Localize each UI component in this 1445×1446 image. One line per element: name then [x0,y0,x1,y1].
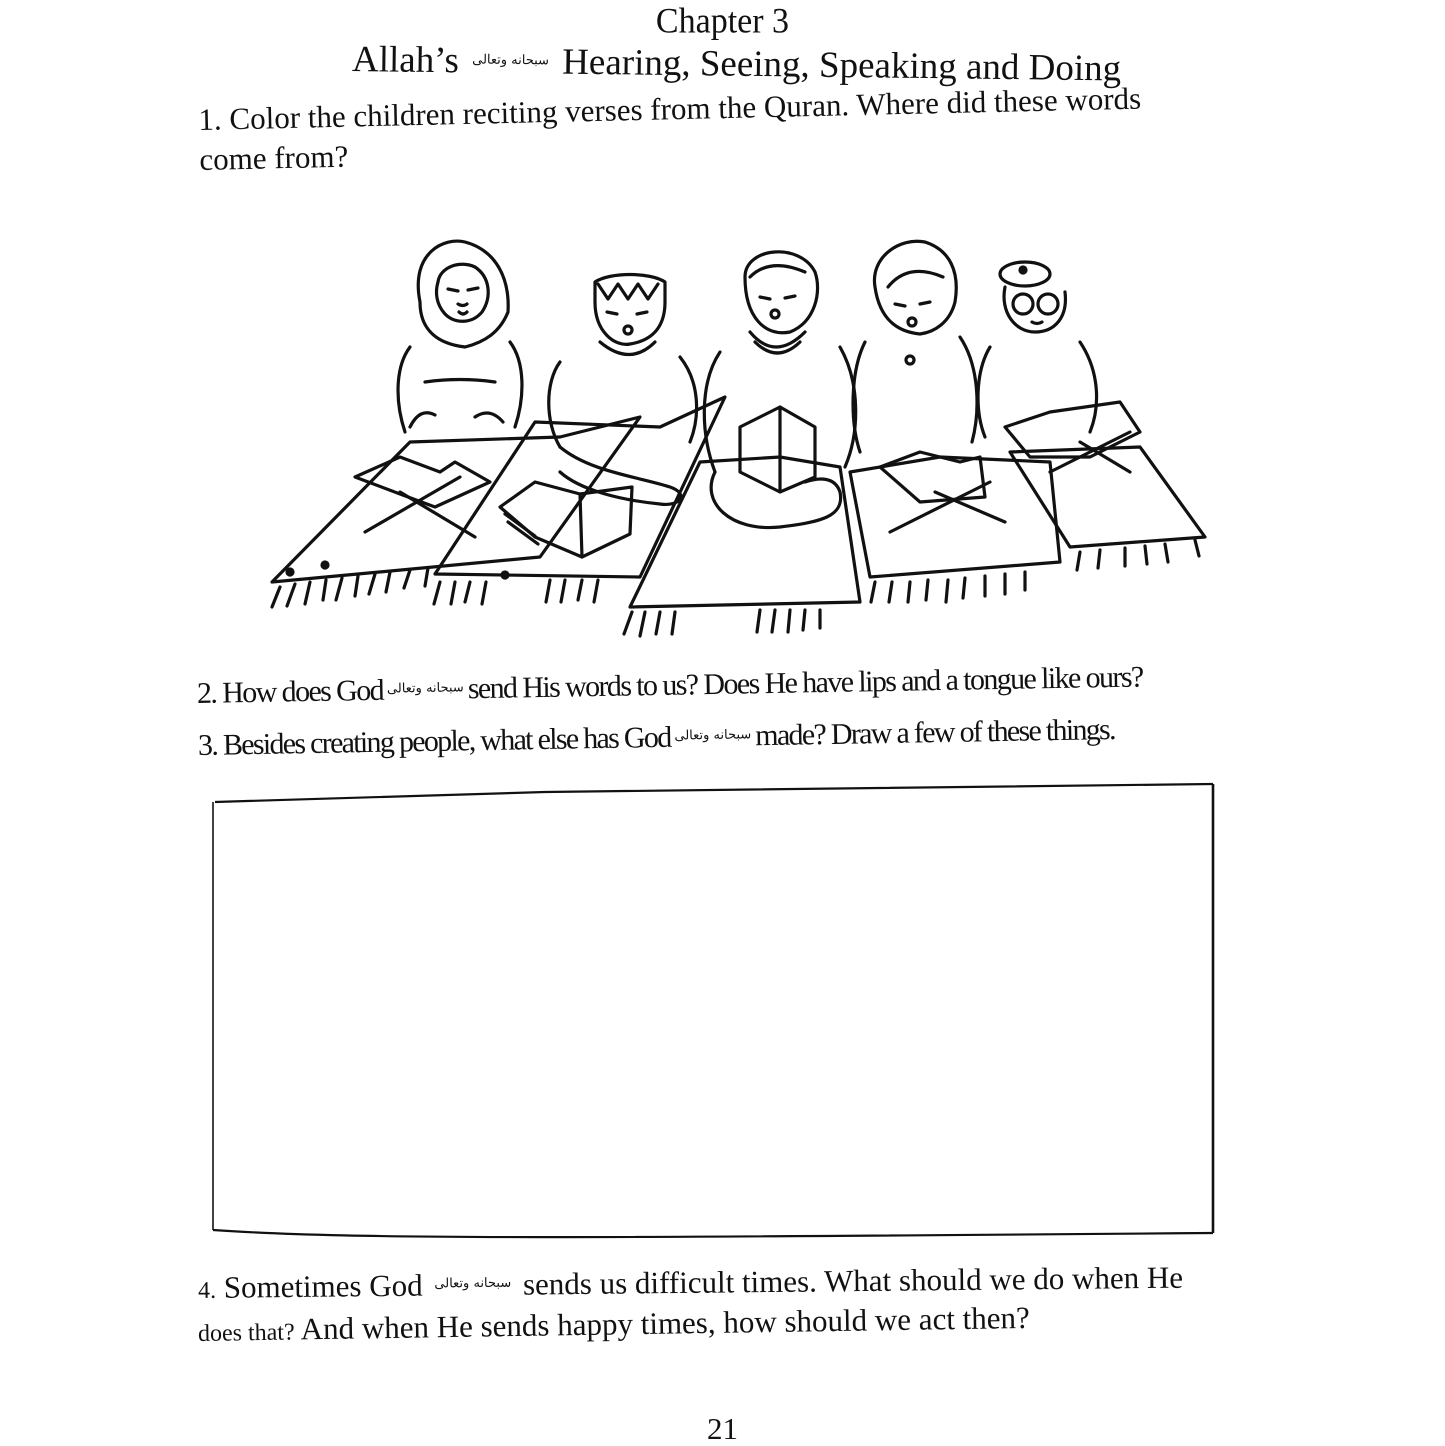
child-1-girl-hijab [398,241,522,432]
question-text-continued: made? Draw a few of these things. [754,712,1116,753]
question-2 [197,659,1143,711]
honorific-calligraphy-icon: سبحانه وتعالى [434,1276,512,1292]
honorific-calligraphy-icon: سبحانه وتعالى [674,726,752,744]
question-3 [198,712,1115,764]
question-text-continued: send His words to us? Does He have lips and a tongue like ours? [467,660,1143,706]
question-number: 1. [198,101,223,137]
question-text-small: does that? [197,1319,295,1347]
honorific-calligraphy-icon: سبحانه وتعالى [472,52,550,69]
chapter-number: Chapter 3 [655,2,790,41]
question-1 [198,76,1260,180]
question-number: 3. [197,728,218,762]
question-text: Sometimes God [223,1267,423,1305]
child-2-boy-kufi [549,275,697,505]
question-text-continued: sends us difficult times. What should we do when He [522,1259,1184,1302]
children-reciting-illustration [260,232,1210,652]
drawing-area-box[interactable] [205,778,1220,1240]
honorific-calligraphy-icon: سبحانه وتعالى [386,679,464,697]
question-text: Besides creating people, what else has God [222,720,671,762]
question-number: 4. [197,1277,217,1304]
child-4-girl-hijab [853,241,1005,532]
page-number: 21 [707,1411,738,1446]
question-text-continued: come from? [198,138,349,177]
question-4 [197,1259,1258,1354]
prayer-rug-5 [1010,447,1205,570]
question-text: How does God [221,673,384,710]
title-part-before: Allah’s [351,39,460,82]
child-5-boy-glasses [978,262,1140,472]
quran-stand-1 [355,457,490,537]
child-3-boy-center [704,252,855,528]
title-part-after: Hearing, Seeing, Speaking and Doing [561,41,1122,90]
question-number: 2. [196,676,217,710]
question-text: Color the children reciting verses from the Quran. Where did these words [229,80,1142,137]
question-text-rest: And when He sends happy times, how should we act then? [300,1299,1031,1347]
prayer-rug-1 [272,417,640,607]
